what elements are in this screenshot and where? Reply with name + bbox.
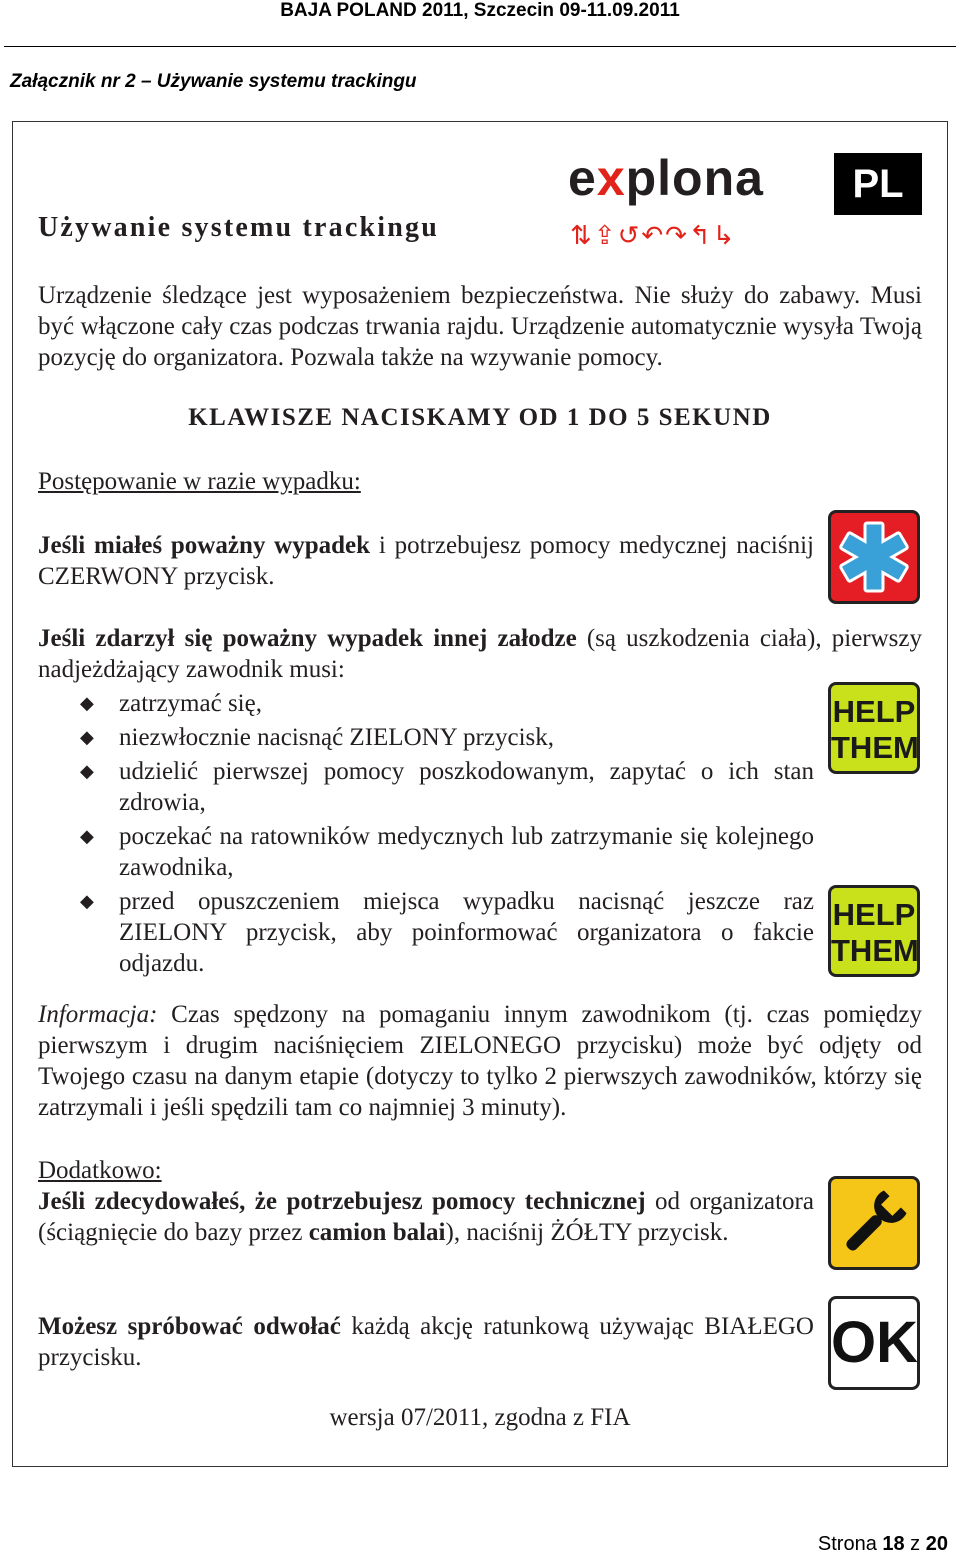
list-item: ◆ przed opuszczeniem miejsca wypadku nacisnąć jeszcze raz ZIELONY przycisk, aby poinformować organizatora o fakcie odjazdu. xyxy=(80,886,814,979)
other-crew-accident-paragraph: Jeśli zdarzył się poważny wypadek innej załodze (są uszkodzenia ciała), pierwszy nadjeżdżający zawodnik musi: xyxy=(38,625,922,683)
wrench-icon xyxy=(831,1179,917,1267)
green-help-button-second: HELP THEM xyxy=(828,885,920,977)
serious-accident-paragraph: Jeśli miałeś poważny wypadek i potrzebujesz pomocy medycznej naciśnij CZERWONY przycisk. xyxy=(38,532,814,590)
document-header-title: BAJA POLAND 2011, Szczecin 09-11.09.2011 xyxy=(280,0,680,21)
list-item: ◆ udzielić pierwszej pomocy poszkodowanym, zapytać o ich stan zdrowia, xyxy=(80,756,814,818)
logo-arrows-icon: ⇅⇪↺↶↷↰↳ xyxy=(570,221,737,251)
explona-logo: explona xyxy=(568,150,764,206)
attachment-heading: Załącznik nr 2 – Używanie systemu trackingu xyxy=(10,71,417,92)
extra-heading: Dodatkowo: xyxy=(38,1157,162,1184)
keys-heading: KLAWISZE NACISKAMY OD 1 DO 5 SEKUND xyxy=(188,404,772,431)
yellow-technical-button xyxy=(828,1176,920,1270)
page-number: Strona 18 z 20 xyxy=(817,1533,948,1555)
technical-help-paragraph: Jeśli zdecydowałeś, że potrzebujesz pomocy technicznej od organizatora (ściągnięcie do bazy przez camion balai), naciśnij ŻÓŁTY przycisk. xyxy=(38,1188,814,1246)
list-item: ◆ niezwłocznie nacisnąć ZIELONY przycisk, xyxy=(80,722,814,753)
white-ok-button: OK xyxy=(828,1296,920,1390)
green-help-button: HELP THEM xyxy=(828,682,920,774)
star-of-life-icon xyxy=(831,513,917,601)
red-medical-button xyxy=(828,510,920,604)
list-item: ◆ zatrzymać się, xyxy=(80,688,814,719)
list-item: ◆ poczekać na ratowników medycznych lub zatrzymanie się kolejnego zawodnika, xyxy=(80,821,814,883)
cancel-paragraph: Możesz spróbować odwołać każdą akcję ratunkową używając BIAŁEGO przycisku. xyxy=(38,1313,814,1371)
header-divider xyxy=(4,46,956,47)
accident-heading: Postępowanie w razie wypadku: xyxy=(38,468,361,495)
first-aid-steps-list xyxy=(80,688,814,982)
language-badge: PL xyxy=(834,153,922,215)
version-note: wersja 07/2011, zgodna z FIA xyxy=(329,1404,631,1431)
info-paragraph: Informacja: Czas spędzony na pomaganiu innym zawodnikom (tj. czas pomiędzy pierwszym i drugim naciśnięciem ZIELONEGO przycisku) może być odjęty od Twojego czasu na danym etapie (dotyczy to tylko 2 pierwszych zawodników, którzy się zatrzymali i jeśli spędzili tam co najmniej 3 minuty). xyxy=(38,1001,922,1121)
intro-paragraph: Urządzenie śledzące jest wyposażeniem bezpieczeństwa. Nie służy do zabawy. Musi być włączone cały czas podczas trwania rajdu. Urządzenie automatycznie wysyła Twoją pozycję do organizatora. Pozwala także na wzywanie pomocy. xyxy=(38,282,922,371)
sheet-title: Używanie systemu trackingu xyxy=(38,212,439,243)
